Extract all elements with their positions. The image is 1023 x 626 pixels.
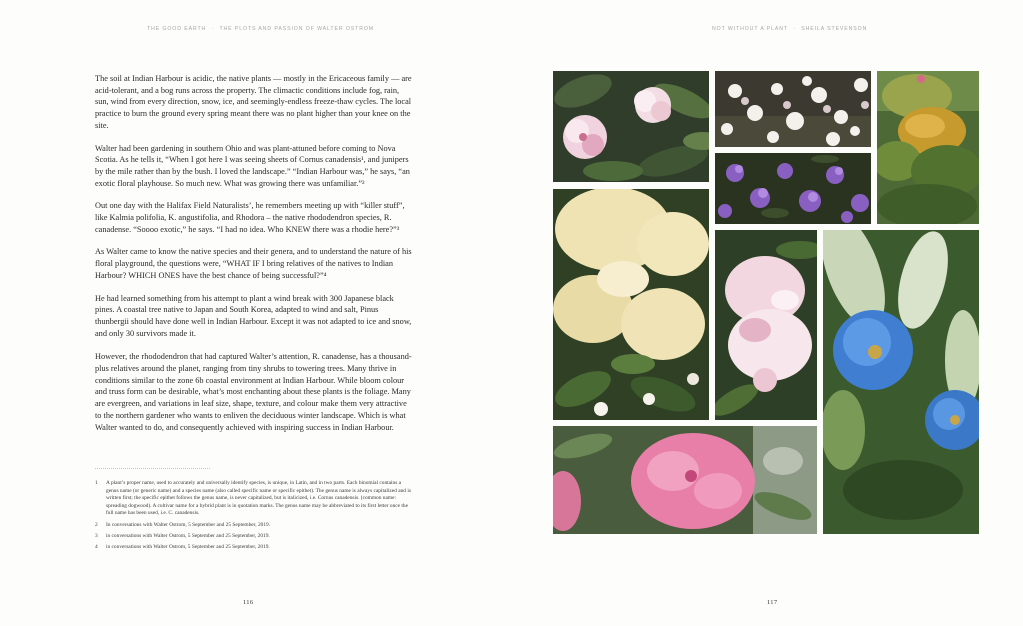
footnote-number: 4 <box>95 543 98 550</box>
footnote-number: 3 <box>95 532 98 539</box>
footnote-text: in conversations with Walter Ostrom, 5 September and 25 September, 2019. <box>106 543 270 550</box>
body-text <box>95 73 413 444</box>
separator: · <box>793 26 796 32</box>
footnote-number: 1 <box>95 480 98 486</box>
golden-shrubs-photo <box>877 71 979 224</box>
paragraph: Walter had been gardening in southern Ohio and was plant-attuned before coming to Nova Scotia. As he tells it, “When I got here I was seeing sheets of Cornus canadensis¹, and junipers by the mile rather than by the bush. I loved the landscape.” “Indian Harbour was,” he says, “an exotic floral playhouse. So much new. What was growing there was unfamiliar.”² <box>95 143 410 188</box>
paragraph: As Walter came to know the native species and their genera, and to understand the nature of his floral playground, the questions were, “WHAT IF I bring relatives of the natives to Indian Harbour? WHICH ONES have the best chance of being successful?”⁴ <box>95 247 412 280</box>
pink-white-rhododendron-photo <box>715 230 817 420</box>
white-blossoms-photo <box>715 71 871 147</box>
running-head-left <box>147 26 374 32</box>
paragraph: However, the rhododendron that had captured Walter’s attention, R. canadense, has a thousand-plus relatives around the planet, ranging from tiny shrubs to towering trees. Many thrive in conditions similar to the zone 6b coastal environment at Indian Harbour. While bloom colour and truss form can be desirable, what’s most enchanting about these plants is the foliage. Many are evergreen, and variations in leaf size, shape, texture, and colour make them very attractive to the northern gardener who wants to enliven the deciduous winter landscape. Which is what Walter wanted to do, and consequently achieved with inspiring success in Indian Harbour. <box>95 352 412 432</box>
paragraph: Out one day with the Halifax Field Naturalists’, he remembers meeting up with “killer stuff”, like Kalmia polifolia, K. angustifolia, and Rhodora – the native rhododendron species, R. canadense. “Soooo exotic,” he says. “I had no idea. Who KNEW there was a rhodie here?”³ <box>95 201 405 234</box>
separator: · <box>211 26 215 32</box>
footnote <box>95 480 413 518</box>
footnotes <box>95 480 413 555</box>
book-title: THE GOOD EARTH <box>147 26 207 32</box>
footnote-number: 2 <box>95 521 98 528</box>
pale-pink-rhododendron-photo <box>553 71 709 182</box>
footnote <box>95 544 413 552</box>
footnote <box>95 533 413 541</box>
blue-poppy-photo <box>823 230 979 534</box>
paragraph: The soil at Indian Harbour is acidic, the native plants — mostly in the Ericaceous family — are acid-tolerant, and a bog runs across the property. The climactic conditions include fog, rain, sun, wind from every direction, snow, ice, and seemingly-endless freeze-thaw cycles. The local practice to burn the ground every spring meant there was no plant higher than your knee on the site. <box>95 74 412 130</box>
footnote-divider <box>95 468 210 469</box>
page-number-left: 116 <box>243 599 254 606</box>
left-page <box>0 0 511 626</box>
footnote-text: A plant’s proper name, used to accurately and universally identify species, is unique, in Latin, and in two parts. Each binomial contains a genus name (or generic name) and a species name (also called specific name or specific epithet). The genus name is always capitalized and is written first; the specific epithet follows the genus name, is never capitalized, but is italicized, i.e. Cornus canadensis. (common name: spreading dogwood). A cultivar name for a hybrid plant is in quotation marks. The genus name may be abbreviated to its first letter once the full name has been used, i.e. C. canadensis. <box>106 480 411 517</box>
right-page <box>511 0 1023 626</box>
book-subtitle: THE PLOTS AND PASSION OF WALTER OSTROM <box>219 26 375 32</box>
yellow-rhododendron-photo <box>553 189 709 420</box>
chapter-title: NOT WITHOUT A PLANT <box>712 26 788 32</box>
footnote <box>95 522 413 530</box>
paragraph: He had learned something from his attempt to plant a wind break with 300 Japanese black pines. A coastal tree native to Japan and South Korea, adapted to wind and salt, Pinus thunbergii should have done well in Indian Harbour. Except it was not adapted to ice and snow, and only 30 survivors made it. <box>95 293 412 338</box>
purple-azalea-photo <box>715 153 871 224</box>
footnote-text: In conversations with Walter Ostrom, 5 September and 25 September, 2019. <box>106 521 271 528</box>
author-name: SHEILA STEVENSON <box>801 26 868 32</box>
pink-rhododendron-truss-photo <box>553 426 817 534</box>
page-number-right: 117 <box>767 599 778 606</box>
footnote-text: in conversations with Walter Ostrom, 5 September and 25 September, 2019. <box>106 532 270 539</box>
running-head-right <box>712 26 867 32</box>
